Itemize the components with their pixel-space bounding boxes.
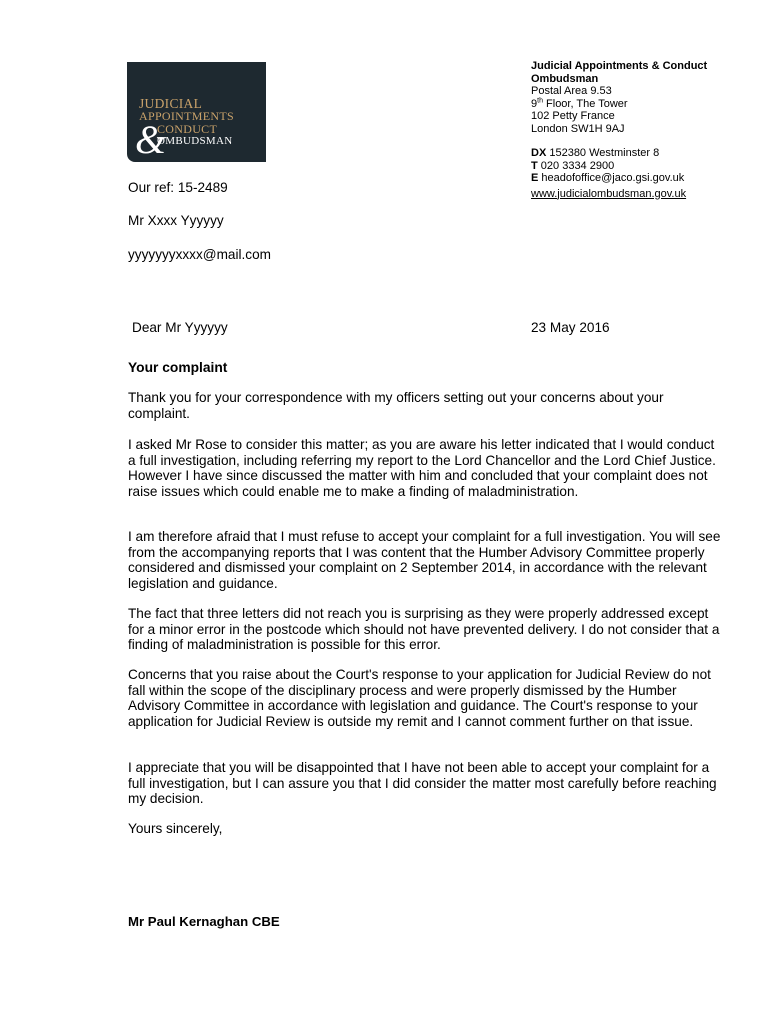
logo-text-appointments: APPOINTMENTS xyxy=(139,109,234,123)
address-line-street: 102 Petty France xyxy=(531,110,615,122)
address-gap xyxy=(531,135,756,147)
sender-address-block xyxy=(531,60,756,200)
logo-text-conduct: CONDUCT xyxy=(157,122,218,136)
logo-text-judicial: JUDICIAL xyxy=(139,96,203,111)
sender-name-line1: Judicial Appointments & Conduct xyxy=(531,60,708,72)
floor-number: 9 xyxy=(531,97,538,110)
salutation: Dear Mr Yyyyyy xyxy=(132,320,228,335)
paragraph-5: Concerns that you raise about the Court's response to your application for Judicial Review do not fall within the scope of the disciplinary process and were properly dismissed by the Humber Advisory Committee in accordance with legislation and guidance. The Court's response to your application for Judicial Review is outside my remit and I cannot comment further on that issue. xyxy=(128,667,711,729)
logo-text-ombudsman: OMBUDSMAN xyxy=(157,135,233,147)
paragraph-4: The fact that three letters did not reach you is surprising as they were properly addressed except for a minor error in the postcode which should not have prevented delivery. I do not consider that a finding of maladministration is possible for this error. xyxy=(128,606,720,653)
paragraph-6: I appreciate that you will be disappointed that I have not been able to accept your complaint for a full investigation, but I can assure you that I did consider the matter most carefully before reaching my decision. xyxy=(128,760,717,807)
paragraph-2: I asked Mr Rose to consider this matter; as you are aware his letter indicated that I would conduct a full investigation, including referring my report to the Lord Chancellor and the Lord Chief Justice. However I have since discussed the matter with him and concluded that your complaint does not raise issues which could enable me to make a finding of maladministration. xyxy=(128,437,716,499)
closing: Yours sincerely, xyxy=(128,821,223,836)
floor-text: Floor, The Tower xyxy=(546,97,628,110)
dx-value: 152380 Westminster 8 xyxy=(549,147,660,159)
letter-date: 23 May 2016 xyxy=(531,320,610,335)
sender-name-line2: Ombudsman xyxy=(531,72,599,85)
jaco-logo xyxy=(127,62,266,162)
email-label: E xyxy=(531,172,539,184)
paragraph-3: I am therefore afraid that I must refuse to accept your complaint for a full investigation. You will see from the accompanying reports that I was content that the Humber Advisory Committee properly considered and dismissed your complaint on 2 September 2014, in accordance with the relevant legislation and guidance. xyxy=(128,529,721,591)
our-reference: Our ref: 15-2489 xyxy=(128,180,228,195)
tel-value: 020 3334 2900 xyxy=(540,159,615,172)
tel-label: T xyxy=(531,159,538,172)
letter-heading: Your complaint xyxy=(128,360,228,375)
email-line xyxy=(531,172,756,185)
email-value: headofoffice@jaco.gsi.gov.uk xyxy=(541,172,685,184)
address-line-floor xyxy=(531,98,756,111)
recipient-email: yyyyyyyxxxx@mail.com xyxy=(128,247,271,262)
dx-label: DX xyxy=(531,147,547,159)
recipient-name: Mr Xxxx Yyyyyy xyxy=(128,213,224,228)
paragraph-1: Thank you for your correspondence with my officers setting out your concerns about your complaint. xyxy=(128,390,664,421)
address-line-city: London SW1H 9AJ xyxy=(531,122,625,135)
floor-suffix: th xyxy=(537,96,543,104)
address-line-postal-area: Postal Area 9.53 xyxy=(531,85,612,97)
tel-line xyxy=(531,160,756,173)
logo-ampersand: & xyxy=(135,117,167,162)
dx-line xyxy=(531,147,756,160)
signatory-name: Mr Paul Kernaghan CBE xyxy=(128,914,280,929)
website-link[interactable]: www.judicialombudsman.gov.uk xyxy=(531,187,687,200)
